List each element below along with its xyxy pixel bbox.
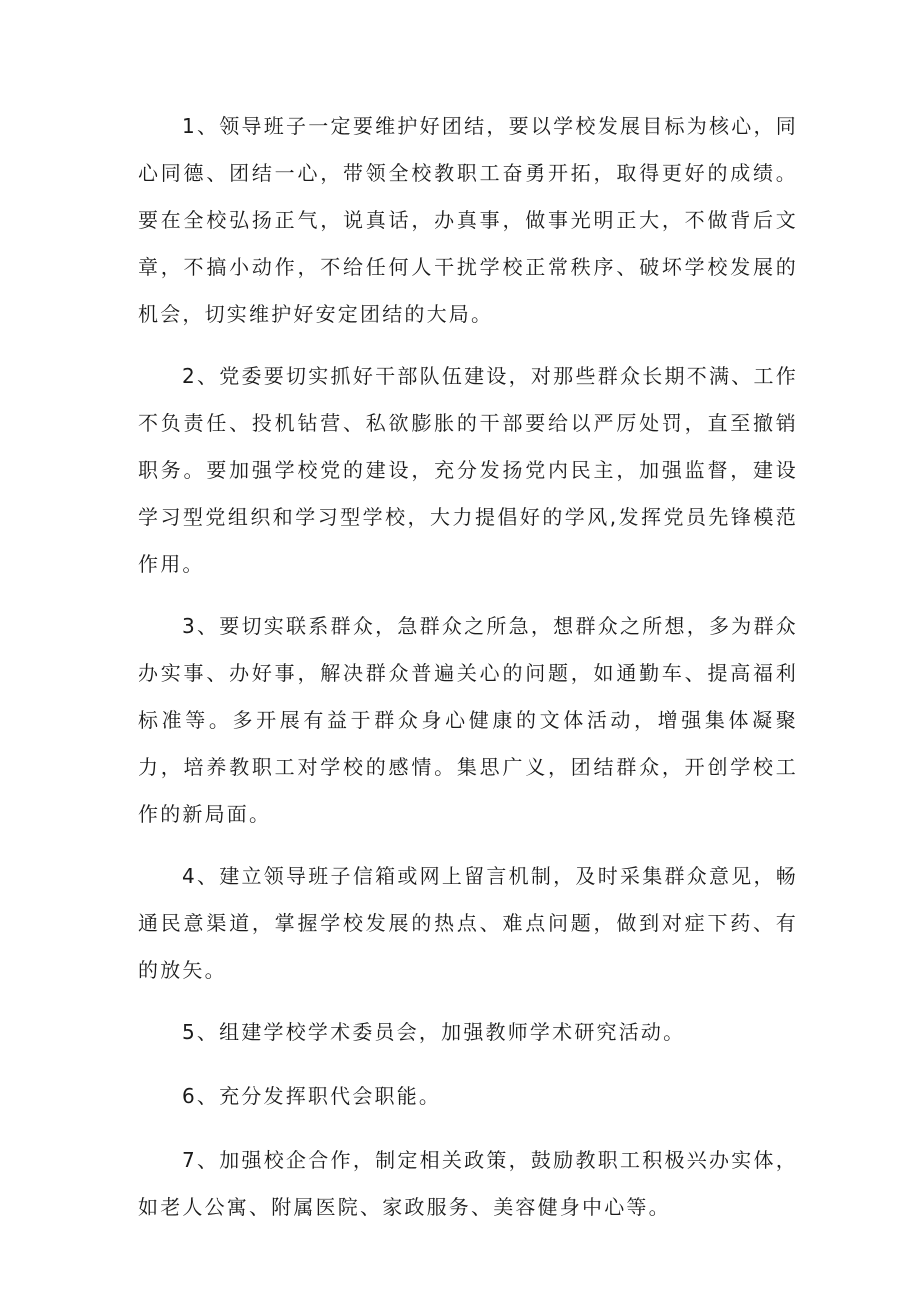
paragraph-3: 3、要切实联系群众，急群众之所急，想群众之所想，多为群众办实事、办好事，解决群众普遍关心的问题，如通勤车、提高福利标准等。多开展有益于群众身心健康的文体活动，增强集体凝聚力，培养教职工对学校的感情。集思广义，团结群众，开创学校工作的新局面。: [138, 614, 798, 826]
paragraph-2: 2、党委要切实抓好干部队伍建设，对那些群众长期不满、工作不负责任、投机钻营、私欲膨胀的干部要给以严厉处罚，直至撤销职务。要加强学校党的建设，充分发扬党内民主，加强监督，建设学习型党组织和学习型学校，大力提倡好的学风,发挥党员先锋模范作用。: [138, 364, 798, 576]
paragraph-4: 4、建立领导班子信箱或网上留言机制，及时采集群众意见，畅通民意渠道，掌握学校发展的热点、难点问题，做到对症下药、有的放矢。: [138, 864, 798, 982]
paragraph-1: 1、领导班子一定要维护好团结，要以学校发展目标为核心，同心同德、团结一心，带领全校教职工奋勇开拓，取得更好的成绩。要在全校弘扬正气，说真话，办真事，做事光明正大，不做背后文章，不搞小动作，不给任何人干扰学校正常秩序、破坏学校发展的机会，切实维护好安定团结的大局。: [138, 114, 798, 326]
paragraph-5: 5、组建学校学术委员会，加强教师学术研究活动。: [182, 1020, 686, 1044]
paragraph-7: 7、加强校企合作，制定相关政策，鼓励教职工积极兴办实体，如老人公寓、附属医院、家政服务、美容健身中心等。: [138, 1148, 798, 1219]
paragraph-6: 6、充分发挥职代会职能。: [182, 1084, 442, 1108]
document-body: [138, 103, 798, 1246]
